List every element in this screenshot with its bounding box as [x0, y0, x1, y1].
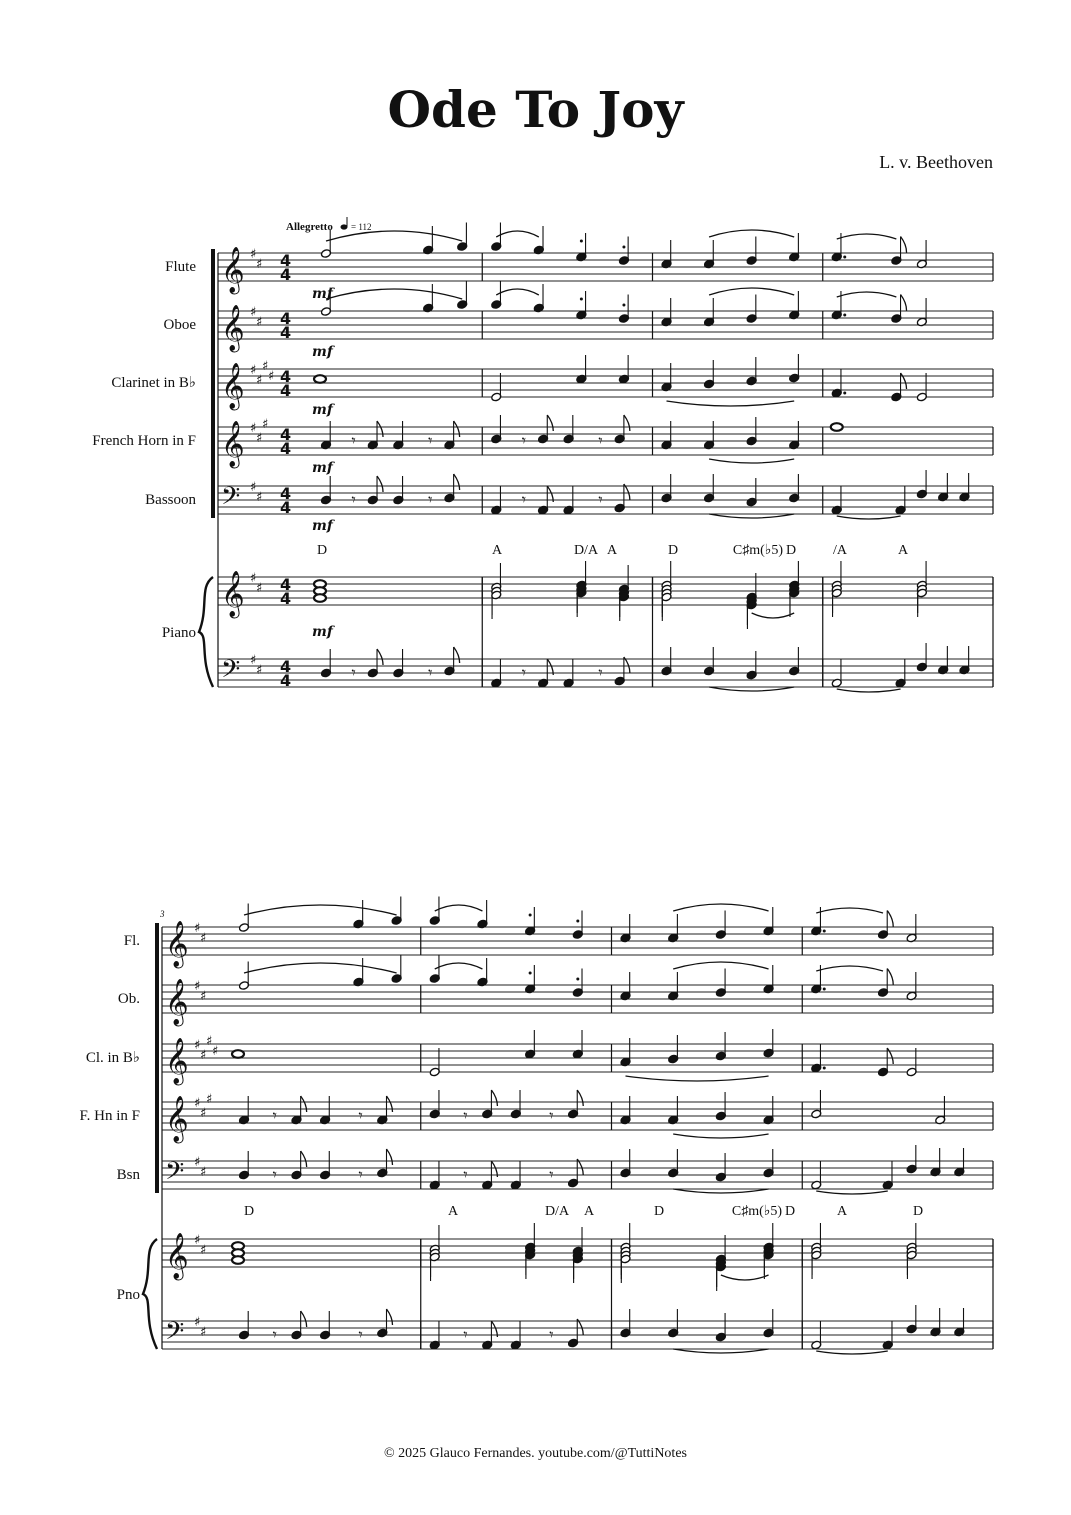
eighth-rest: 𝄾	[428, 431, 433, 450]
sharp-icon: ♯	[256, 373, 263, 388]
whole-note	[232, 1256, 244, 1264]
treble-clef-icon: 𝄞	[221, 247, 245, 293]
eighth-rest: 𝄾	[598, 663, 603, 682]
eighth-rest: 𝄾	[521, 663, 527, 682]
instrument-name: Fl.	[123, 933, 140, 949]
staccato-dot	[843, 314, 846, 317]
dynamic-marking: mf	[312, 402, 333, 418]
time-signature: 4	[280, 309, 292, 328]
sharp-icon: ♯	[200, 989, 207, 1004]
slur	[837, 689, 901, 692]
slur	[673, 962, 768, 969]
treble-clef-icon: 𝄞	[165, 979, 189, 1025]
system-2	[80, 897, 993, 1355]
sharp-icon: ♯	[194, 1096, 201, 1111]
time-signature: 4	[280, 498, 292, 517]
treble-clef-icon: 𝄞	[221, 421, 245, 467]
sharp-icon: ♯	[250, 305, 257, 320]
slur	[673, 1189, 768, 1193]
staccato-dot	[622, 304, 625, 307]
sharp-icon: ♯	[256, 490, 263, 505]
tempo-note-icon	[341, 224, 348, 229]
slur	[709, 459, 794, 463]
slur	[496, 289, 539, 295]
staccato-dot	[843, 392, 846, 395]
slur	[435, 905, 483, 911]
note-flag	[577, 1090, 583, 1106]
eighth-rest: 𝄾	[463, 1325, 468, 1344]
chord-symbol: A	[606, 543, 618, 558]
sharp-icon: ♯	[212, 1044, 219, 1059]
piano-brace	[199, 577, 213, 687]
dynamic-marking: mf	[312, 624, 333, 640]
sharp-icon: ♯	[194, 1315, 201, 1330]
tempo-bpm: = 112	[351, 222, 372, 232]
time-signature: 4	[280, 425, 292, 444]
copyright-footer: © 2025 Glauco Fernandes. youtube.com/@TuttiNotes	[384, 1446, 687, 1461]
slur	[709, 230, 794, 237]
sharp-icon: ♯	[256, 581, 263, 596]
chord-symbol: D/A	[544, 1204, 570, 1219]
note-flag	[624, 415, 630, 431]
eighth-rest: 𝄾	[598, 431, 603, 450]
chord-symbol: C♯m(♭5)	[732, 543, 784, 558]
sharp-icon: ♯	[250, 653, 257, 668]
staccato-dot	[580, 240, 583, 243]
treble-clef-icon: 𝄞	[165, 921, 189, 967]
instrument-bracket	[211, 249, 215, 518]
sharp-icon: ♯	[200, 1325, 207, 1340]
composer-name: L. v. Beethoven	[879, 152, 993, 172]
time-signature: 4	[280, 589, 292, 608]
staccato-dot	[823, 1067, 826, 1070]
sharp-icon: ♯	[200, 1243, 207, 1258]
eighth-rest: 𝄾	[549, 1165, 554, 1184]
chord-symbol: /A	[833, 543, 847, 558]
chord-symbol: A	[583, 1204, 595, 1219]
chord-symbol: A	[491, 543, 503, 558]
dynamic-marking: mf	[312, 518, 333, 534]
sharp-icon: ♯	[200, 1048, 207, 1063]
instrument-name: Piano	[161, 625, 196, 641]
slur	[496, 231, 539, 237]
chord-symbol: D	[316, 543, 328, 558]
instrument-name: Pno	[116, 1287, 140, 1303]
slur	[721, 1275, 769, 1280]
system-1	[92, 217, 993, 692]
dynamic-marking: mf	[312, 286, 333, 302]
time-signature: 4	[280, 323, 292, 342]
sharp-icon: ♯	[250, 247, 257, 262]
sharp-icon: ♯	[250, 480, 257, 495]
treble-clef-icon: 𝄞	[221, 305, 245, 351]
instrument-name: French Horn in F	[92, 433, 196, 449]
eighth-rest: 𝄾	[428, 490, 433, 509]
sharp-icon: ♯	[250, 363, 257, 378]
eighth-rest: 𝄾	[358, 1106, 363, 1125]
slur	[752, 613, 795, 618]
sharp-icon: ♯	[200, 931, 207, 946]
sharp-icon: ♯	[256, 431, 263, 446]
slur	[326, 231, 462, 241]
eighth-rest: 𝄾	[598, 490, 603, 509]
time-signature: 4	[280, 439, 292, 458]
staccato-dot	[823, 930, 826, 933]
sharp-icon: ♯	[256, 315, 263, 330]
chord-symbol: D	[785, 543, 797, 558]
time-signature: 4	[280, 671, 292, 690]
sharp-icon: ♯	[200, 1165, 207, 1180]
note-flag	[301, 1151, 307, 1167]
eighth-rest: 𝄾	[463, 1165, 468, 1184]
slur	[673, 1349, 768, 1353]
sharp-icon: ♯	[194, 1155, 201, 1170]
eighth-rest: 𝄾	[428, 663, 433, 682]
slur	[816, 966, 883, 971]
measure-number: 3	[160, 909, 165, 919]
note-flag	[901, 295, 907, 311]
slur	[244, 905, 397, 915]
instrument-name: Flute	[165, 259, 196, 275]
instrument-name: Cl. in B♭	[85, 1050, 140, 1066]
note-flag	[386, 1096, 392, 1112]
staccato-dot	[823, 988, 826, 991]
time-signature: 4	[280, 484, 292, 503]
eighth-rest: 𝄾	[549, 1106, 554, 1125]
sharp-icon: ♯	[256, 257, 263, 272]
slur	[673, 904, 768, 911]
time-signature: 4	[280, 265, 292, 284]
sharp-icon: ♯	[200, 1106, 207, 1121]
sharp-icon: ♯	[256, 663, 263, 678]
bass-clef-icon: 𝄢	[165, 1157, 185, 1192]
sharp-icon: ♯	[262, 417, 269, 432]
sharp-icon: ♯	[194, 921, 201, 936]
note-flag	[386, 1149, 392, 1165]
slur	[816, 908, 883, 913]
slur	[626, 1076, 769, 1081]
eighth-rest: 𝄾	[351, 431, 356, 450]
instrument-name: F. Hn in F	[79, 1108, 140, 1124]
staccato-dot	[843, 256, 846, 259]
eighth-rest: 𝄾	[272, 1106, 277, 1125]
time-signature: 4	[280, 575, 292, 594]
eighth-rest: 𝄾	[272, 1325, 277, 1344]
slur	[326, 289, 462, 299]
sharp-icon: ♯	[268, 369, 275, 384]
chord-symbol: D	[667, 543, 679, 558]
note-flag	[377, 476, 383, 492]
dynamic-marking: mf	[312, 460, 333, 476]
treble-clef-icon: 𝄞	[165, 1096, 189, 1142]
note-flag	[547, 415, 553, 431]
sharp-icon: ♯	[194, 1038, 201, 1053]
whole-note	[314, 375, 326, 383]
time-signature: 4	[280, 381, 292, 400]
slur	[816, 1191, 888, 1194]
chord-symbol: A	[897, 543, 909, 558]
note-flag	[386, 1309, 392, 1325]
eighth-rest: 𝄾	[351, 663, 356, 682]
note-flag	[301, 1311, 307, 1327]
note-flag	[377, 421, 383, 437]
chord-symbol: D	[653, 1204, 665, 1219]
whole-note	[232, 1050, 244, 1058]
instrument-name: Clarinet in B♭	[111, 375, 196, 391]
instrument-bracket	[155, 923, 159, 1193]
eighth-rest: 𝄾	[272, 1165, 277, 1184]
eighth-rest: 𝄾	[521, 431, 527, 450]
note-flag	[301, 1096, 307, 1112]
slur	[709, 288, 794, 295]
slur	[837, 292, 897, 297]
note-flag	[887, 969, 893, 985]
bass-clef-icon: 𝄢	[165, 1317, 185, 1352]
dynamic-marking: mf	[312, 344, 333, 360]
instrument-name: Bassoon	[145, 492, 196, 508]
note-flag	[901, 237, 907, 253]
eighth-rest: 𝄾	[549, 1325, 554, 1344]
note-flag	[454, 647, 460, 663]
eighth-rest: 𝄾	[521, 490, 527, 509]
staccato-dot	[622, 246, 625, 249]
sharp-icon: ♯	[194, 979, 201, 994]
note-flag	[901, 373, 907, 389]
staccato-dot	[529, 972, 532, 975]
eighth-rest: 𝄾	[358, 1325, 363, 1344]
chord-symbol: D	[784, 1204, 796, 1219]
slur	[816, 1351, 888, 1354]
slur	[673, 1134, 768, 1138]
eighth-rest: 𝄾	[463, 1106, 468, 1125]
sharp-icon: ♯	[206, 1034, 213, 1049]
chord-symbol: D/A	[573, 543, 599, 558]
staccato-dot	[529, 914, 532, 917]
slur	[435, 963, 483, 969]
staccato-dot	[580, 298, 583, 301]
staccato-dot	[576, 978, 579, 981]
piano-brace	[143, 1239, 157, 1349]
chord-symbol: A	[447, 1204, 459, 1219]
whole-note	[314, 594, 326, 602]
chord-symbol: A	[836, 1204, 848, 1219]
slur	[244, 963, 397, 973]
slur	[667, 401, 795, 406]
sharp-icon: ♯	[262, 359, 269, 374]
eighth-rest: 𝄾	[351, 490, 356, 509]
treble-clef-icon: 𝄞	[221, 571, 245, 617]
time-signature: 4	[280, 367, 292, 386]
treble-clef-icon: 𝄞	[165, 1038, 189, 1084]
instrument-name: Oboe	[163, 317, 196, 333]
treble-clef-icon: 𝄞	[165, 1233, 189, 1279]
sharp-icon: ♯	[194, 1233, 201, 1248]
tempo-label: Allegretto	[286, 221, 333, 233]
note-flag	[491, 1090, 497, 1106]
note-flag	[377, 649, 383, 665]
sharp-icon: ♯	[250, 421, 257, 436]
bass-clef-icon: 𝄢	[221, 655, 241, 690]
bass-clef-icon: 𝄢	[221, 482, 241, 517]
treble-clef-icon: 𝄞	[221, 363, 245, 409]
time-signature: 4	[280, 657, 292, 676]
slur	[837, 516, 901, 519]
chord-symbol: D	[243, 1204, 255, 1219]
whole-note	[831, 423, 843, 431]
note-flag	[454, 421, 460, 437]
note-flag	[887, 1048, 893, 1064]
eighth-rest: 𝄾	[358, 1165, 363, 1184]
note-flag	[887, 911, 893, 927]
score-title: Ode To Joy	[387, 80, 684, 139]
time-signature: 4	[280, 251, 292, 270]
instrument-name: Bsn	[116, 1167, 140, 1183]
slur	[709, 514, 794, 518]
instrument-name: Ob.	[117, 991, 140, 1007]
chord-symbol: D	[912, 1204, 924, 1219]
chord-symbol: C♯m(♭5)	[731, 1204, 783, 1219]
note-flag	[454, 474, 460, 490]
slur	[837, 234, 897, 239]
sharp-icon: ♯	[206, 1092, 213, 1107]
sharp-icon: ♯	[250, 571, 257, 586]
staccato-dot	[576, 920, 579, 923]
slur	[709, 687, 794, 691]
